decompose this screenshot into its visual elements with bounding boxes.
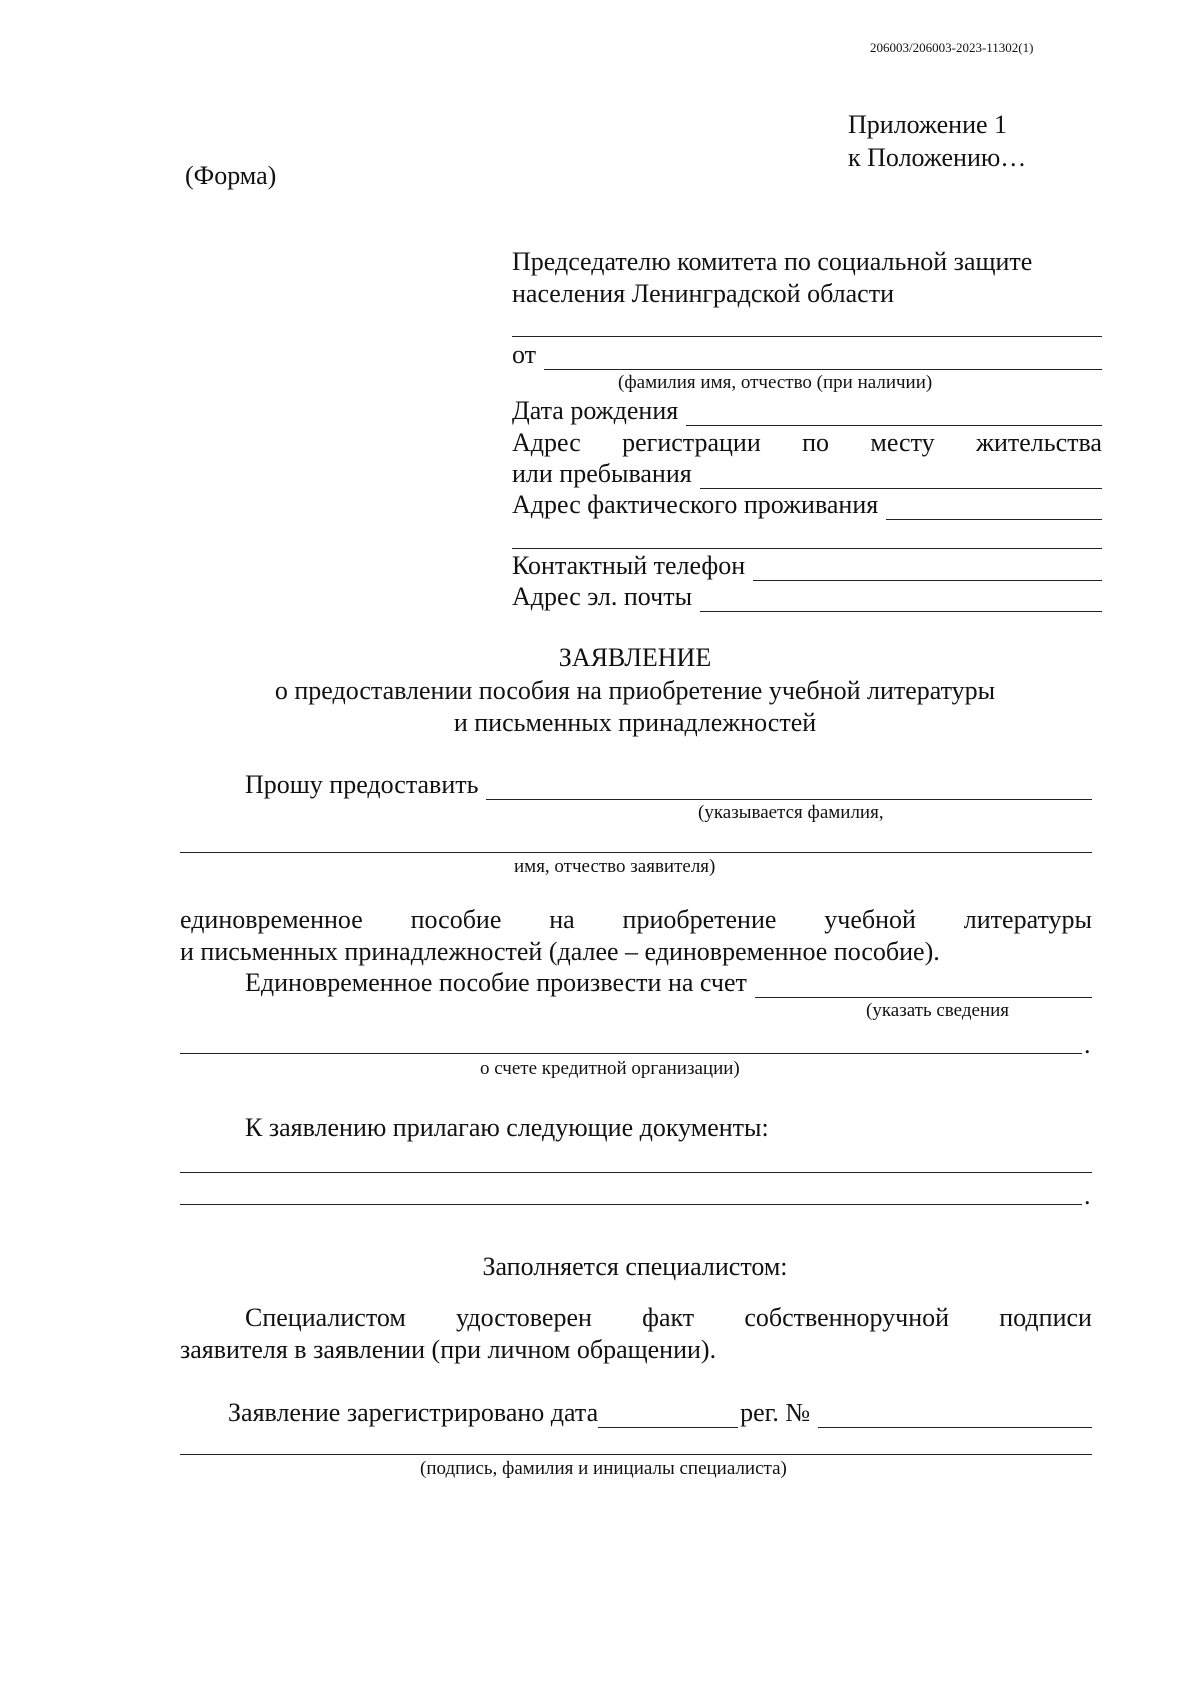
account-label: Единовременное пособие произвести на счет: [245, 968, 747, 997]
from-label: от: [512, 340, 537, 369]
specialist-paragraph-line-2: заявителя в заявлении (при личном обращении).: [180, 1335, 717, 1364]
attachments-end-dot: .: [1084, 1181, 1091, 1210]
actual-address-label: Адрес фактического проживания: [512, 490, 879, 519]
request-extra-line[interactable]: [180, 852, 1092, 853]
registration-address-field: [512, 459, 1102, 489]
reg-no-label: рег. №: [740, 1398, 811, 1427]
fio-hint: (фамилия имя, отчество (при наличии): [618, 372, 933, 393]
from-input-line[interactable]: [544, 345, 1102, 370]
para1-word-4: приобретение: [622, 905, 777, 934]
addressee-line-1: Председателю комитета по социальной защите: [512, 247, 1033, 276]
benefit-paragraph-line-2: и письменных принадлежностей (далее – единовременное пособие).: [180, 937, 940, 966]
reg-word-3: по: [802, 428, 830, 457]
reg-word-4: месту: [870, 428, 935, 457]
account-input-line[interactable]: [755, 973, 1092, 998]
registration-address-input-line[interactable]: [700, 464, 1102, 489]
document-subtitle-line-2: и письменных принадлежностей: [453, 708, 817, 737]
email-field: [512, 582, 1102, 612]
specialist-paragraph-line-1: [245, 1303, 1092, 1333]
registered-date-line[interactable]: [598, 1403, 738, 1428]
spec-word-3: факт: [642, 1303, 695, 1332]
account-field: [245, 968, 1092, 998]
para1-word-2: пособие: [410, 905, 502, 934]
birth-date-label: Дата рождения: [512, 396, 679, 425]
addressee-line-2: населения Ленинградской области: [512, 279, 895, 308]
spec-word-1: Специалистом: [245, 1303, 406, 1332]
document-subtitle-line-1: о предоставлении пособия на приобретение учебной литературы: [274, 676, 996, 705]
request-input-line[interactable]: [486, 775, 1092, 800]
actual-address-extra-line[interactable]: [512, 548, 1102, 549]
account-hint-2: о счете кредитной организации): [480, 1058, 740, 1079]
account-extra-line[interactable]: [180, 1053, 1082, 1054]
actual-address-input-line[interactable]: [886, 495, 1102, 520]
email-label: Адрес эл. почты: [512, 582, 693, 611]
request-field: [245, 770, 1092, 800]
benefit-paragraph-line-1: [180, 905, 1092, 935]
account-end-dot: .: [1084, 1030, 1091, 1059]
reg-word-5: жительства: [975, 428, 1102, 457]
registration-address-line-1: [512, 428, 1102, 458]
reg-word-1: Адрес: [512, 428, 581, 457]
phone-input-line[interactable]: [753, 556, 1102, 581]
document-title: ЗАЯВЛЕНИЕ: [558, 643, 712, 672]
actual-address-field: [512, 490, 1102, 520]
attachments-line-1[interactable]: [180, 1172, 1092, 1173]
attachments-line-2[interactable]: [180, 1204, 1082, 1205]
phone-label: Контактный телефон: [512, 551, 746, 580]
appendix-line-1: Приложение 1: [848, 110, 1008, 139]
document-id: 206003/206003-2023-11302(1): [870, 40, 1034, 55]
reg-word-2: регистрации: [622, 428, 761, 457]
registration-field: [228, 1398, 1092, 1428]
para1-word-5: учебной: [824, 905, 916, 934]
spec-word-2: удостоверен: [456, 1303, 592, 1332]
birth-date-input-line[interactable]: [686, 401, 1102, 426]
attachments-label: К заявлению прилагаю следующие документы:: [245, 1113, 769, 1142]
form-label: (Форма): [185, 161, 277, 190]
request-hint-1: (указывается фамилия,: [698, 802, 884, 823]
signature-line[interactable]: [180, 1454, 1092, 1455]
account-hint-1: (указать сведения: [866, 1000, 1010, 1021]
para1-word-6: литературы: [963, 905, 1092, 934]
reg-no-input-line[interactable]: [818, 1403, 1092, 1428]
from-field: [512, 340, 1102, 370]
email-input-line[interactable]: [700, 587, 1102, 612]
registered-label: Заявление зарегистрировано дата: [228, 1398, 599, 1427]
request-label: Прошу предоставить: [245, 770, 479, 799]
phone-field: [512, 551, 1102, 581]
registration-address-label: или пребывания: [512, 459, 692, 488]
para1-word-3: на: [549, 905, 575, 934]
request-hint-2: имя, отчество заявителя): [514, 856, 716, 877]
appendix-line-2: к Положению…: [848, 143, 1027, 172]
para1-word-1: единовременное: [180, 905, 363, 934]
addressee-blank-line[interactable]: [512, 336, 1102, 337]
specialist-heading: Заполняется специалистом:: [482, 1252, 788, 1281]
spec-word-4: собственноручной: [744, 1303, 950, 1332]
signature-hint: (подпись, фамилия и инициалы специалиста): [420, 1458, 787, 1479]
birth-date-field: [512, 396, 1102, 426]
spec-word-5: подписи: [999, 1303, 1092, 1332]
